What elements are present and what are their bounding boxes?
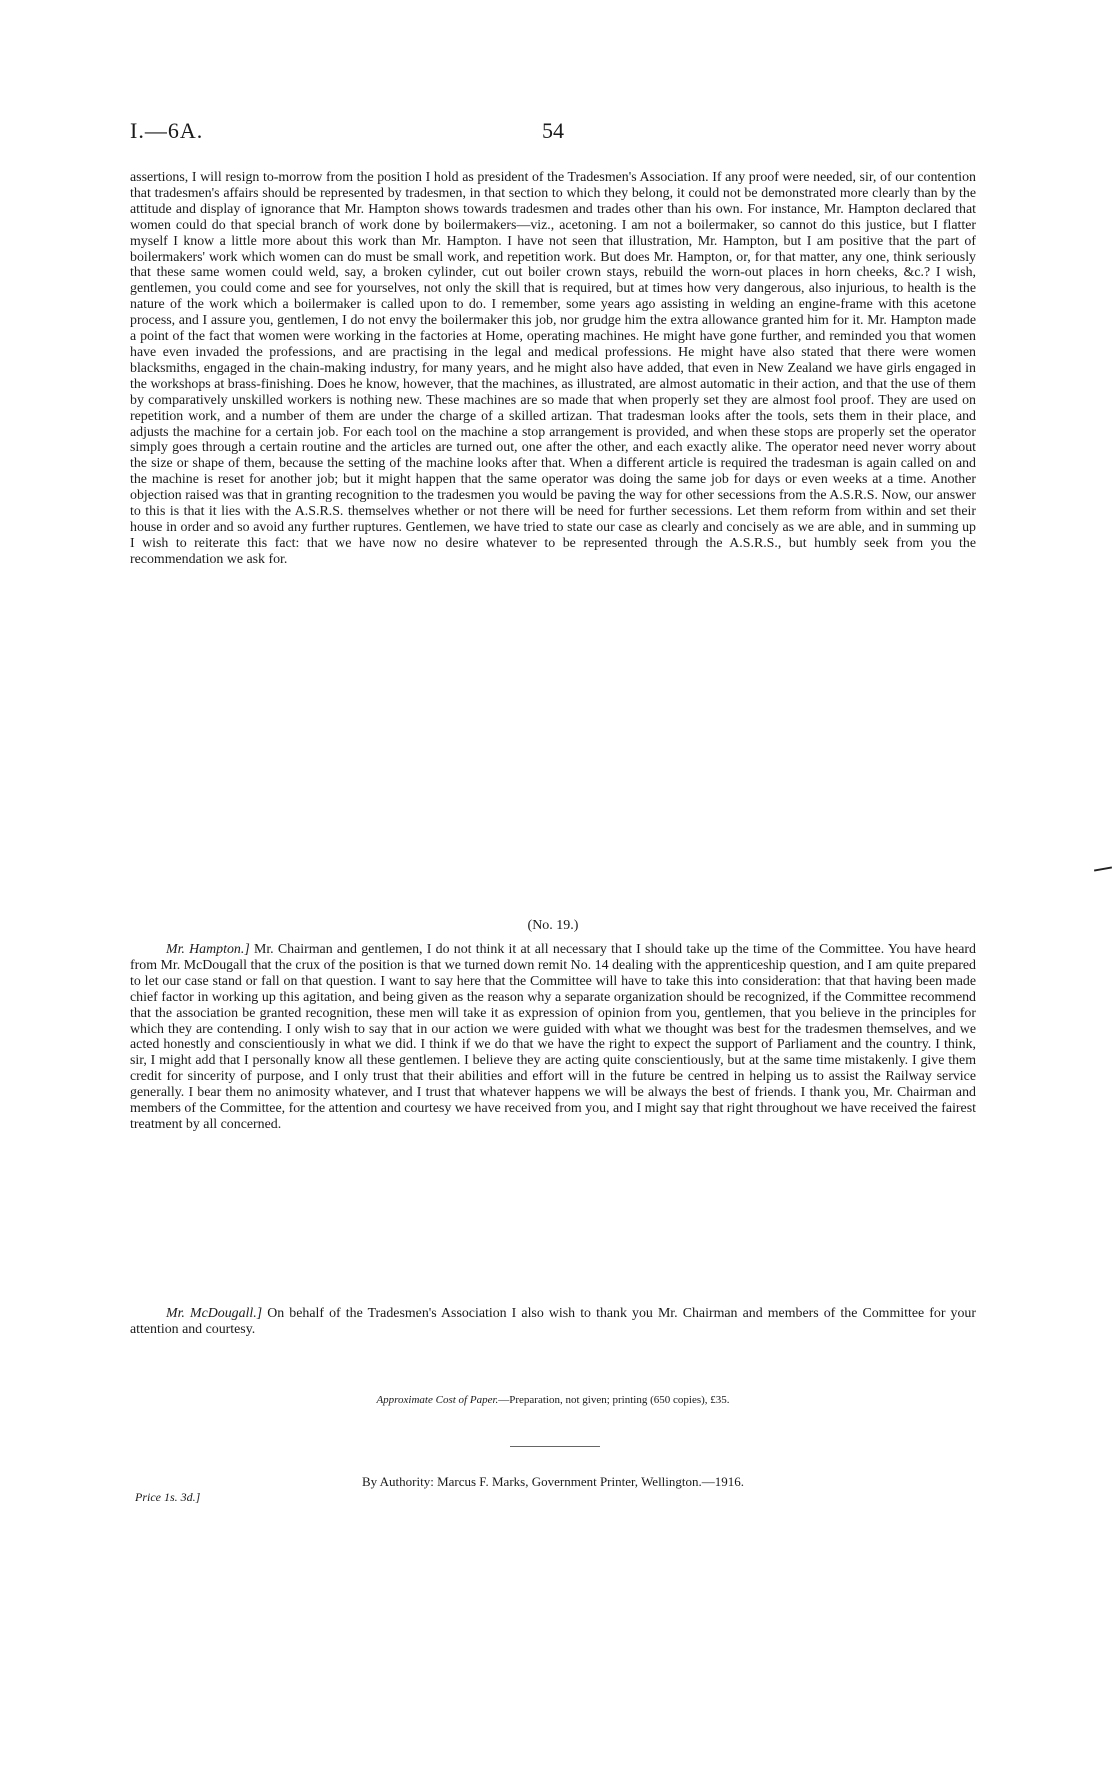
cost-text: —Preparation, not given; printing (650 copies), £35.	[498, 1394, 730, 1406]
cost-label: Approximate Cost of Paper.	[376, 1394, 499, 1406]
paragraph-text: On behalf of the Tradesmen's Association I also wish to thank you Mr. Chairman and members of the Committee for your attention and courtesy.	[130, 1306, 977, 1337]
page-number: 54	[542, 118, 564, 143]
section-number: (No. 19.)	[527, 918, 579, 933]
paragraph-text: Mr. Chairman and gentlemen, I do not think it at all necessary that I should take up the time of the Committee. You have heard from Mr. McDougall that the crux of the position is that we turned down remit No. 14 dealing with the apprenticeship question, and I am quite prepared to let our case stand or fall on that question. I want to say here that the Committee will have to take this into consideration: that that having been made chief factor in working up this agitation, and being given as the reason why a separate organization should be recognized, if the Committee recommend that the association be granted recognition, these men will take it as expression of opinion from you, gentlemen, that you believe in the principles for which they are contending. I only wish to say that in our action we were guided with what we thought was best for the tradesmen themselves, and we acted honestly and conscientiously in what we did. I think if we do that we have the right to expect the support of Parliament and the country. I think, sir, I might add that I personally know all these gentlemen. I believe they are acting quite conscientiously, but at the same time mistakenly. I give them credit for sincerity of purpose, and I only trust that their abilities and effort will in the future be centred in helping us to assist the Railway service generally. I bear them no animosity whatever, and I trust that whatever happens we will be always the best of friends. I thank you, Mr. Chairman and members of the Committee, for the attention and courtesy we have received from you, and I might say that right throughout we have received the fairest treatment by all concerned.	[130, 942, 976, 1132]
testimony-paragraph-1	[130, 170, 976, 568]
paragraph-block	[130, 1306, 976, 1338]
paragraph-block	[130, 942, 976, 1133]
testimony-paragraph-mcdougall	[130, 1306, 976, 1338]
printer-authority: By Authority: Marcus F. Marks, Government Printer, Wellington.—1916.	[361, 1474, 745, 1489]
speaker-name: Mr. Hampton.]	[166, 942, 250, 957]
document-reference: I.—6A.	[130, 118, 204, 143]
paragraph-text: assertions, I will resign to-morrow from the position I hold as president of the Tradesmen's Association. If any proof were needed, sir, of our contention that tradesmen's affairs should be represented by tradesmen, in that section to which they belong, it could not be demonstrated more clearly than by the attitude and display of ignorance that Mr. Hampton shows towards tradesmen and trades other than his own. For instance, Mr. Hampton declared that women could do that special branch of work done by boilermakers—viz., acetoning. I am not a boilermaker, so cannot do this justice, but I flatter myself I know a little more about this work than Mr. Hampton. I have not seen that illustration, Mr. Hampton, but I am positive that the part of boilermakers' work which women can do must be small work, and repetition work. But does Mr. Hampton, or, for that matter, any one, think seriously that these same women could weld, say, a broken cylinder, cut out boiler crown stays, rebuild the worn-out places in horn cheeks, &c.? I wish, gentlemen, you could come and see for yourselves, not only the skill that is required, but at times how very dangerous, also injurious, to health is the nature of the work which a boilermaker is called upon to do. I remember, some years ago assisting in welding an engine-frame with this acetone process, and I assure you, gentlemen, I do not envy the boilermaker this job, nor grudge him the extra allowance granted him for it. Mr. Hampton made a point of the fact that women were working in the factories at Home, operating machines. He might have gone further, and reminded you that women have even invaded the professions, and are practising in the legal and medical professions. He might have also stated that there were women blacksmiths, engaged in the chain-making industry, for many years, and he might also have added, that even in New Zealand we have girls engaged in the workshops at brass-finishing. Does he know, however, that the machines, as illustrated, are almost automatic in their action, and that the use of them by comparatively unskilled workers is nothing new. These machines are so made that when properly set they are almost fool proof. They are used on repetition work, and a number of them are under the charge of a skilled artizan. That tradesman looks after the tools, sets them in their place, and adjusts the machine for a certain job. For each tool on the machine a stop arrangement is provided, and when these stops are properly set the operator simply goes through a certain routine and the articles are turned out, one after the other, and each exactly alike. The operator need never worry about the size or shape of them, because the setting of the machine looks after that. When a different article is required the tradesman is again called on and the machine is reset for another job; but it might happen that the same operator was doing the same job for days or even weeks at a time. Another objection raised was that in granting recognition to the tradesmen you would be paving the way for other secessions from the A.S.R.S. Now, our answer to this is that it lies with the A.S.R.S. themselves whether or not there will be need for further secessions. Let them reform from within and set their house in order and so avoid any further ruptures. Gentlemen, we have tried to state our case as clearly and concisely as we are able, and in summing up I wish to reiterate this fact: that we have now no desire whatever to be represented through the A.S.R.S., but humbly seek from you the recommendation we ask for.	[130, 170, 976, 567]
footer-divider	[510, 1446, 600, 1447]
margin-mark	[1094, 866, 1112, 871]
speaker-name: Mr. McDougall.]	[166, 1306, 263, 1321]
price-note: Price 1s. 3d.]	[135, 1490, 201, 1504]
cost-of-paper-note	[130, 1394, 976, 1406]
page-header	[130, 118, 976, 148]
testimony-paragraph-hampton	[130, 942, 976, 1133]
